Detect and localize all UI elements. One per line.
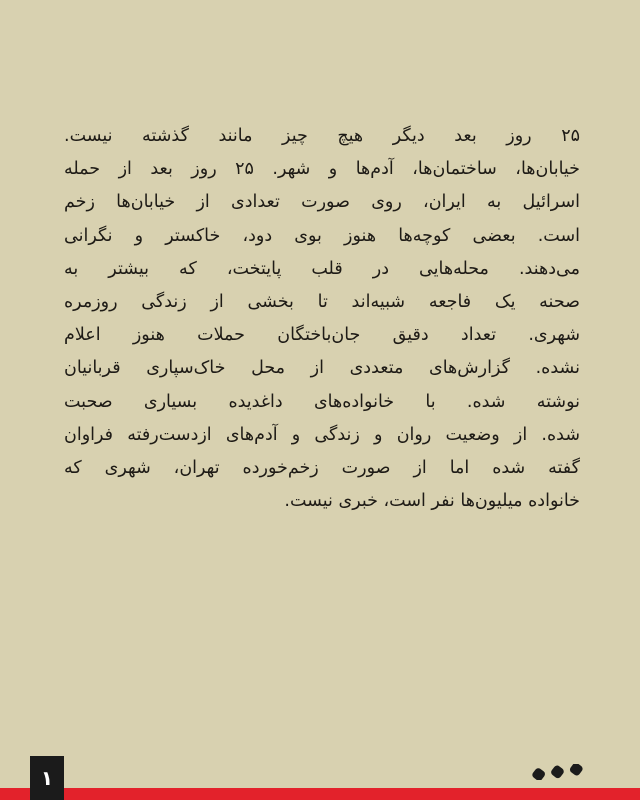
footer-bar bbox=[0, 788, 640, 800]
text-line: نشده. گزارش‌های متعددی از محل خاک‌سپاری قربانیان bbox=[64, 358, 580, 379]
three-dots-icon bbox=[530, 764, 590, 780]
article-text bbox=[64, 120, 580, 518]
text-line-last: خانواده میلیون‌ها نفر است، خبری نیست. bbox=[284, 491, 580, 512]
page-number: ۱ bbox=[40, 766, 54, 790]
dot-shape bbox=[569, 764, 584, 777]
text-line: نوشته شده. با خانواده‌های داغدیده بسیاری صحبت bbox=[64, 391, 580, 412]
text-line: خیابان‌ها، ساختمان‌ها، آدم‌ها و شهر. ۲۵ روز بعد از حمله bbox=[64, 159, 580, 180]
text-line: صحنه یک فاجعه شبیه‌اند تا بخشی از زندگی روزمره bbox=[64, 291, 580, 312]
text-line: می‌دهند. محله‌هایی در قلب پایتخت، که بیشتر به bbox=[64, 258, 580, 279]
text-line: شده. از وضعیت روان و زندگی و آدم‌های ازدست‌رفته فراوان bbox=[64, 424, 580, 445]
text-line: ۲۵ روز بعد دیگر هیچ چیز مانند گذشته نیست. bbox=[64, 126, 580, 146]
text-line: است. بعضی کوچه‌ها هنوز بوی دود، خاکستر و نگرانی bbox=[64, 225, 580, 246]
text-line: شهری. تعداد دقیق جان‌باختگان حملات هنوز اعلام bbox=[64, 325, 580, 346]
dot-shape bbox=[531, 767, 546, 780]
dot-shape bbox=[550, 764, 565, 779]
page-number-tab bbox=[30, 756, 64, 800]
text-line: اسرائیل به ایران، روی صورت تعدادی از خیابان‌ها زخم bbox=[64, 192, 580, 213]
text-line: گفته شده اما از صورت زخم‌خورده تهران، شهری که bbox=[64, 457, 580, 478]
